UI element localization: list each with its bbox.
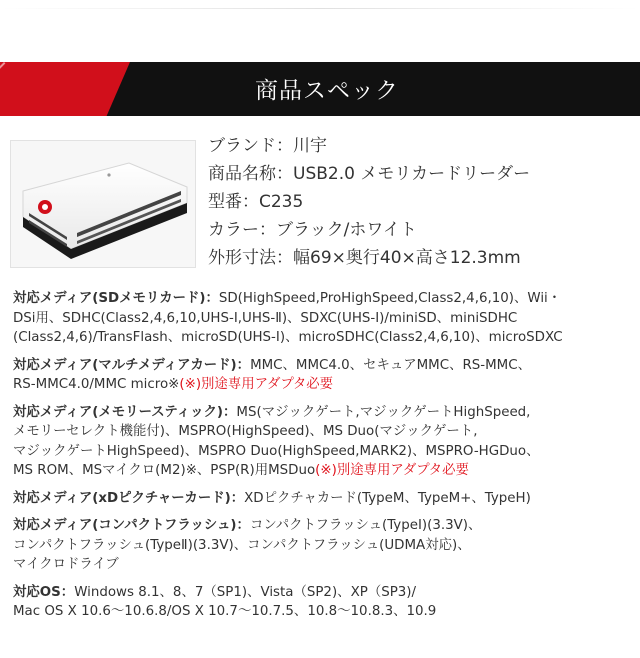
xd-card-line1: XDピクチャカード(TypeM、TypeM+、TypeH) [244, 490, 531, 506]
memory-stick-note: (※)別途専用アダプタ必要 [315, 463, 469, 478]
section-banner [0, 62, 640, 116]
memory-stick-block [13, 403, 637, 481]
compact-flash-line2: コンパクトフラッシュ(TypeⅡ)(3.3V)、コンパクトフラッシュ(UDMA対応)、 [13, 537, 471, 553]
memory-stick-line2: メモリーセレクト機能付)、MSPRO(HighSpeed)、MS Duo(マジックゲート, [13, 424, 478, 439]
sd-media-line2: DSi用、SDHC(Class2,4,6,10,UHS-I,UHS-Ⅱ)、SDXC(UHS-I)/miniSD、miniSDHC [13, 310, 518, 326]
sd-media-line1: SD(HighSpeed,ProHighSpeed,Class2,4,6,10)、Wii・ [218, 291, 562, 306]
spec-dimensions: 外形寸法：幅69×奥行40×高さ12.3mm [208, 248, 521, 268]
banner-red-accent [0, 62, 130, 116]
card-reader-product-image [10, 140, 196, 268]
sd-media-block [13, 289, 637, 348]
spec-color: カラー：ブラック/ホワイト [208, 220, 417, 240]
banner-title: 商品スペック [255, 78, 399, 104]
xd-card-label: 対応メディア(xDピクチャーカード)： [13, 490, 245, 506]
spec-model: 型番：C235 [208, 192, 304, 212]
memory-stick-line4: MS ROM、MSマイクロ(M2)※、PSP(R)用MSDuo [13, 463, 316, 478]
multimedia-card-block [13, 356, 637, 395]
spec-product-name: 商品名称：USB2.0 メモリカードリーダー [208, 164, 531, 184]
spec-list [208, 132, 530, 272]
compact-flash-line3: マイクロドライブ [13, 557, 119, 572]
memory-stick-label: 対応メディア(メモリースティック)： [13, 404, 237, 420]
card-reader-icon [11, 141, 195, 267]
compact-flash-label: 対応メディア(コンパクトフラッシュ)： [13, 518, 250, 533]
xd-card-block [13, 489, 637, 509]
compatibility-details [13, 289, 637, 630]
compact-flash-block [13, 516, 637, 575]
os-line1: Windows 8.1、8、7（SP1)、Vista（SP2)、XP（SP3)/ [74, 584, 417, 600]
multimedia-card-line2: RS-MMC4.0/MMC micro※ [13, 377, 180, 392]
memory-stick-line1: MS(マジックゲート,マジックゲートHighSpeed, [236, 404, 531, 420]
memory-stick-line3: マジックゲートHighSpeed)、MSPRO Duo(HighSpeed,MARK2)、MSPRO-HGDuo、 [13, 443, 540, 459]
multimedia-card-note: (※)別途専用アダプタ必要 [179, 377, 334, 392]
top-divider [0, 8, 640, 9]
sd-media-line3: (Class2,4,6)/TransFlash、microSD(UHS-I)、microSDHC(Class2,4,6,10)、microSDXC [13, 330, 563, 345]
multimedia-card-label: 対応メディア(マルチメディアカード)： [13, 357, 251, 373]
os-block [13, 583, 637, 622]
multimedia-card-line1: MMC、MMC4.0、セキュアMMC、RS-MMC、 [250, 357, 531, 373]
os-label: 対応OS： [13, 584, 75, 600]
spec-brand: ブランド：川宇 [208, 136, 327, 156]
os-line2: Mac OS X 10.6〜10.6.8/OS X 10.7〜10.7.5、10.8〜10.8.3、10.9 [13, 604, 437, 619]
compact-flash-line1: コンパクトフラッシュ(TypeI)(3.3V)、 [249, 518, 482, 533]
sd-media-label: 対応メディア(SDメモリカード)： [13, 291, 219, 306]
